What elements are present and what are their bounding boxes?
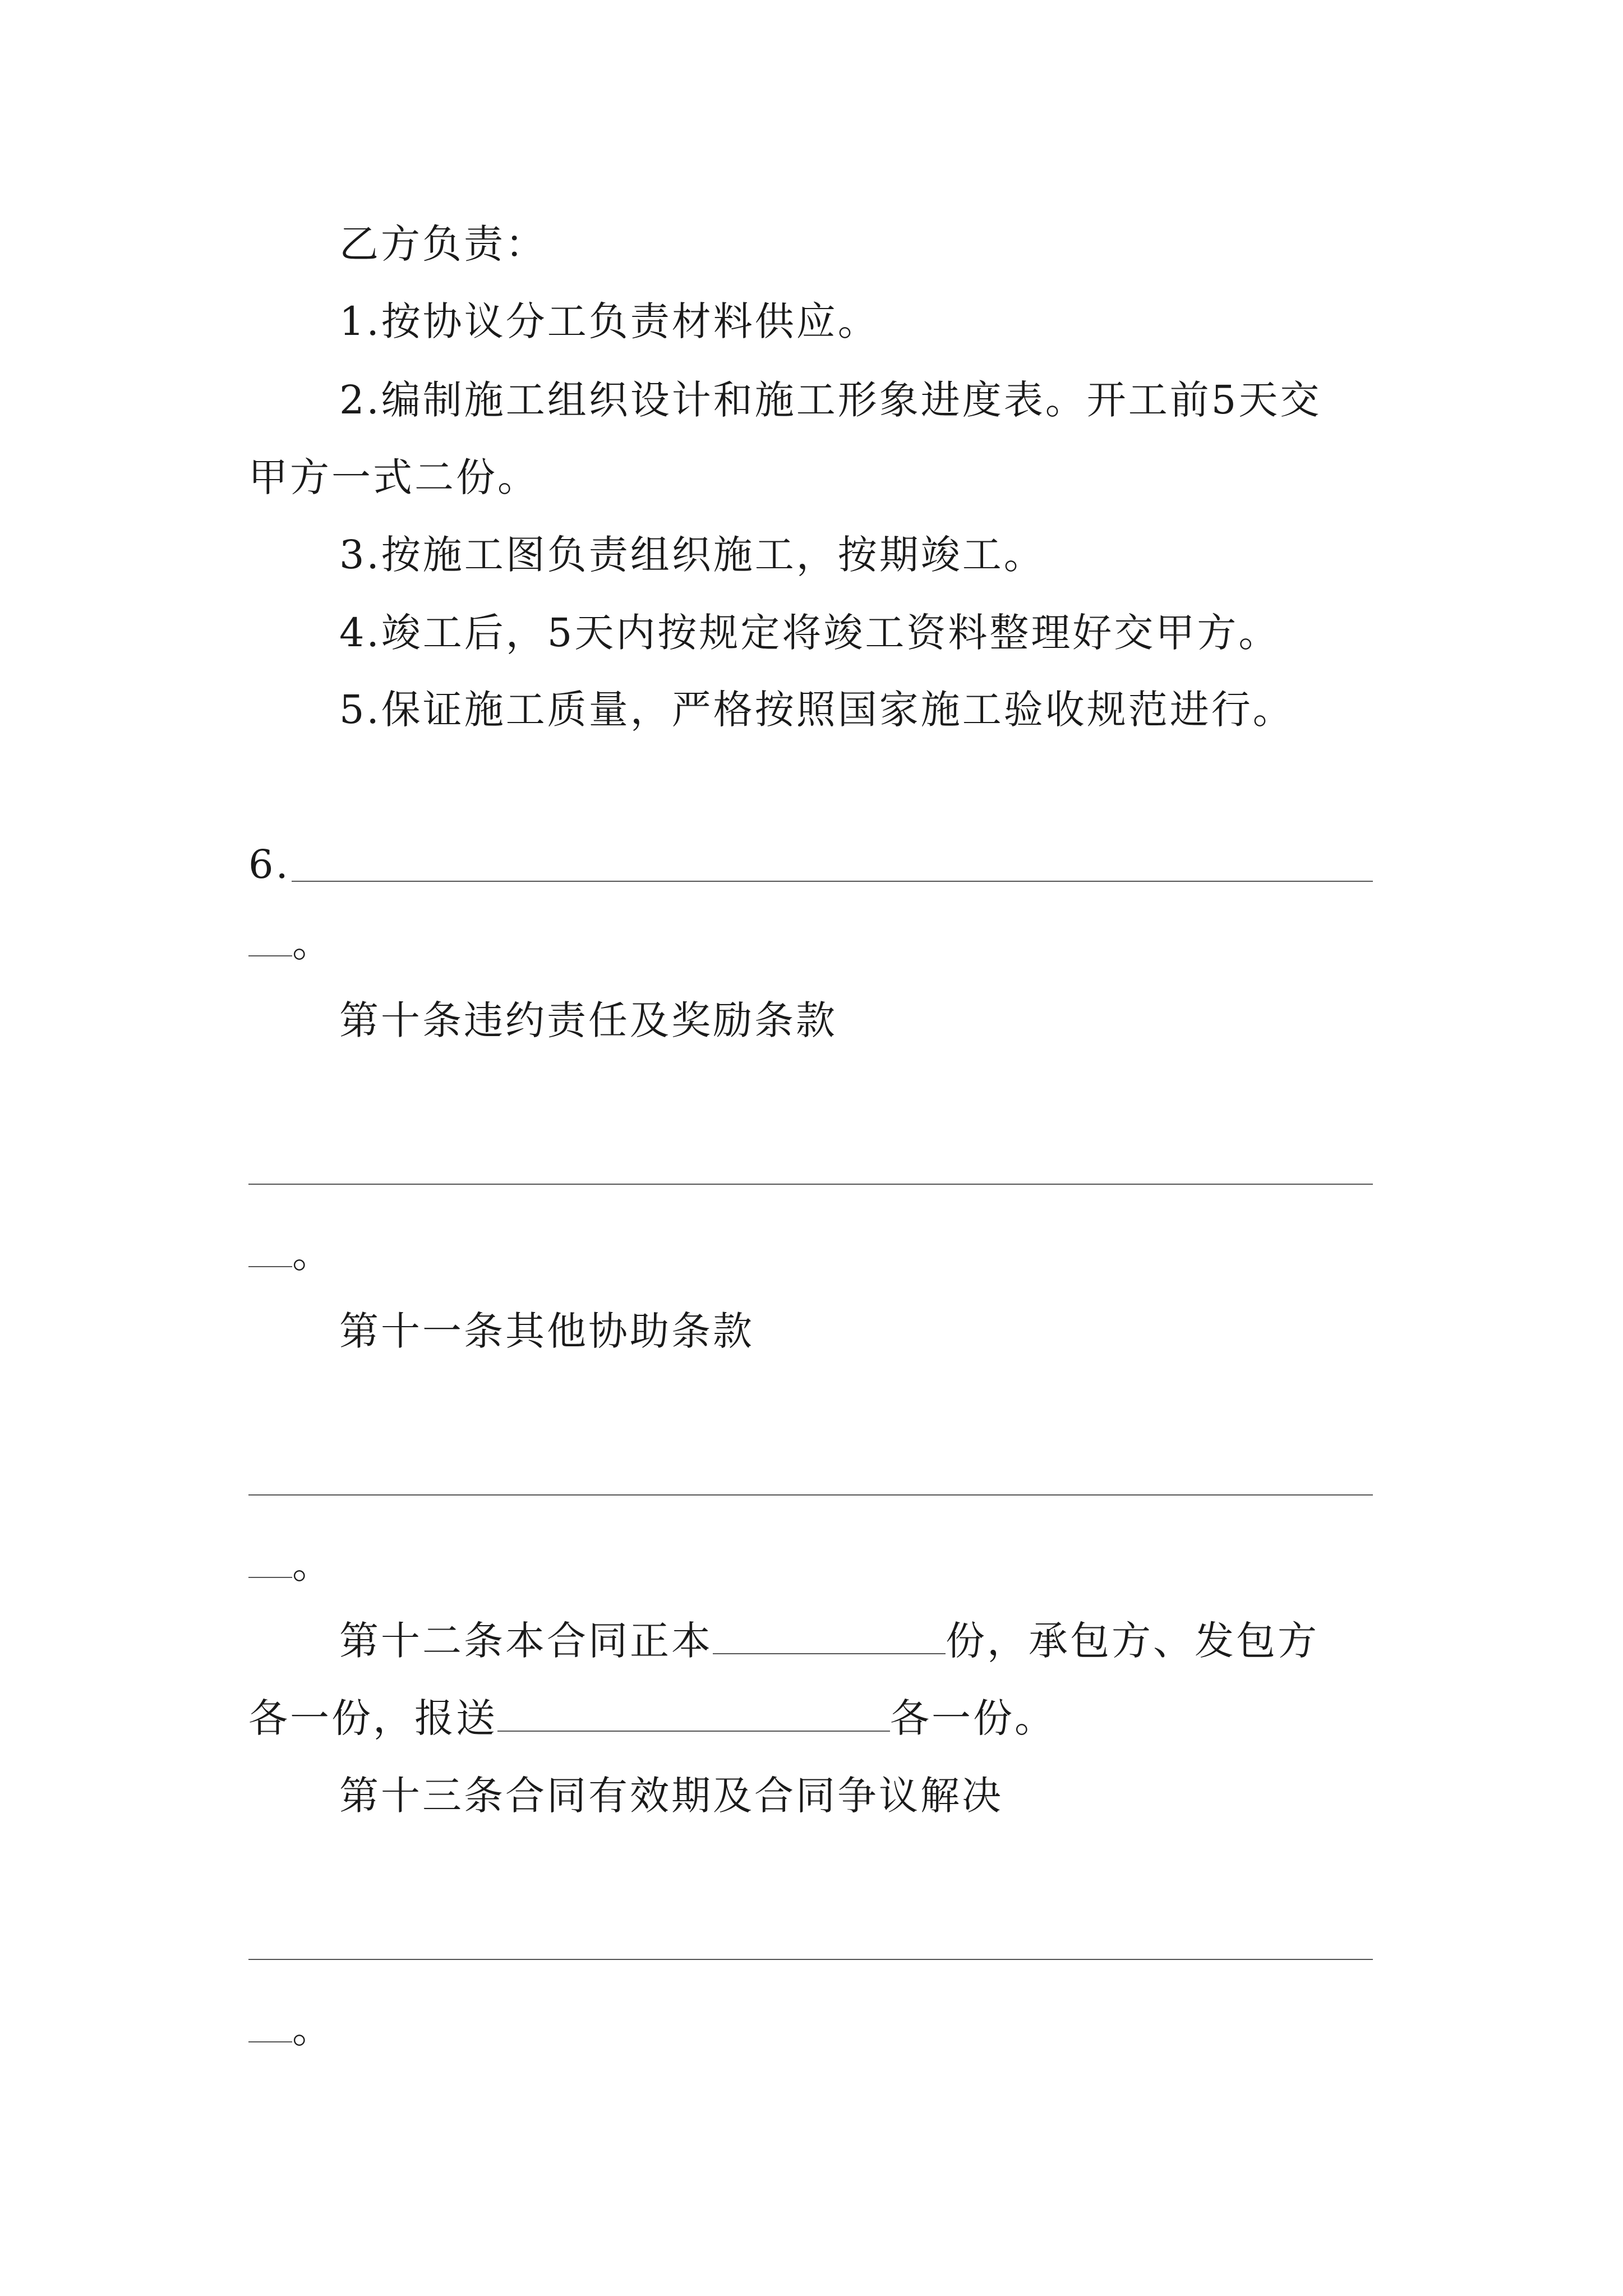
article-12-text-a: 第十二条本合同正本	[339, 1618, 713, 1664]
submit-to-blank	[497, 1697, 890, 1732]
period: 。	[292, 1542, 334, 1588]
period: 。	[292, 2006, 334, 2052]
copies-count-blank	[713, 1619, 946, 1654]
period: 。	[292, 1231, 334, 1277]
blank-dash	[248, 1232, 292, 1267]
article-13-blank-end	[248, 2004, 334, 2054]
article-13-heading: 第十三条合同有效期及合同争议解决	[339, 1773, 1003, 1819]
article-12-text-b: 份，承包方、发包方	[946, 1618, 1319, 1664]
item-6-prefix: 6.	[248, 841, 291, 887]
item-3: 3.按施工图负责组织施工，按期竣工。	[339, 532, 1045, 578]
item-4: 4.竣工后，5天内按规定将竣工资料整理好交甲方。	[339, 610, 1280, 656]
article-10-blank-line	[248, 1184, 1373, 1185]
article-10-blank-end	[248, 1228, 334, 1279]
article-11-blank-line	[248, 1494, 1373, 1496]
article-11-blank-end	[248, 1539, 334, 1590]
article-13-blank-line	[248, 1959, 1373, 1960]
article-11-heading: 第十一条其他协助条款	[339, 1308, 754, 1354]
article-12-line-2	[248, 1693, 1056, 1743]
item-5: 5.保证施工质量，严格按照国家施工验收规范进行。	[339, 687, 1294, 733]
item-2-continued: 甲方一式二份。	[248, 454, 539, 500]
article-12-text-d: 各一份。	[890, 1695, 1056, 1741]
blank-dash	[248, 922, 292, 956]
item-6-blank-end	[248, 918, 334, 968]
blank-dash	[248, 2008, 292, 2042]
article-10-heading: 第十条违约责任及奖励条款	[339, 997, 837, 1043]
item-6-blank-line	[292, 881, 1373, 882]
item-2: 2.编制施工组织设计和施工形象进度表。开工前5天交	[339, 377, 1322, 423]
blank-dash	[248, 1543, 292, 1578]
article-12-line-1	[339, 1616, 1319, 1666]
article-12-text-c: 各一份，报送	[248, 1695, 497, 1741]
period: 。	[292, 920, 334, 966]
party-b-heading: 乙方负责：	[339, 221, 547, 267]
item-1: 1.按协议分工负责材料供应。	[339, 298, 879, 344]
